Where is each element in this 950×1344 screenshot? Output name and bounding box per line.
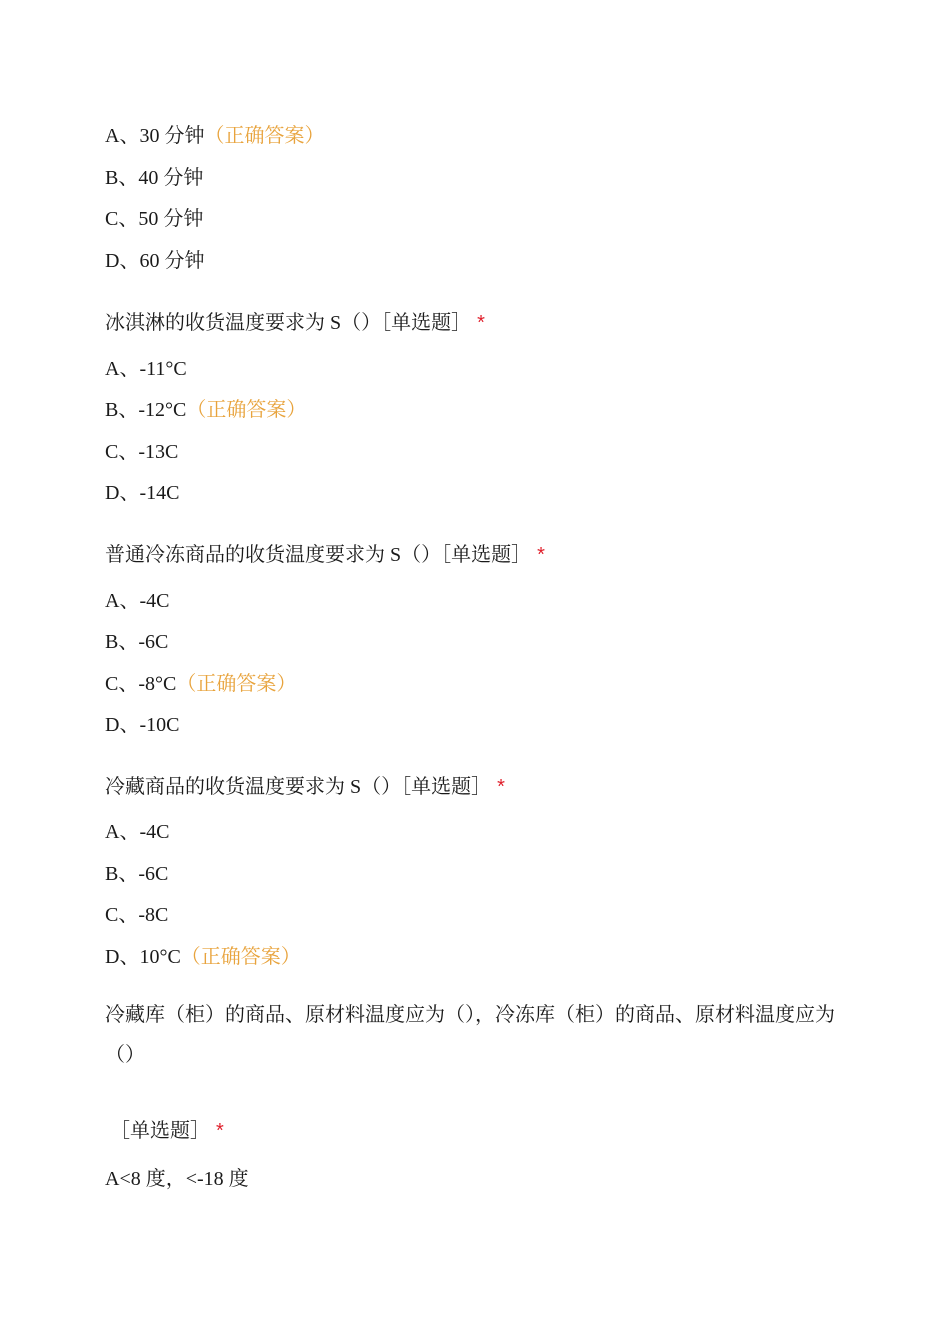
required-marker: *: [477, 312, 485, 334]
q3-question: [105, 542, 545, 568]
option-text: B、40 分钟: [105, 167, 204, 189]
question-text: 冷藏库（柜）的商品、原材料温度应为（），冷冻库（柜）的商品、原材料温度应为（）: [105, 1004, 835, 1066]
option-text: D、-14C: [105, 482, 180, 504]
option-text: D、10°C: [105, 946, 181, 968]
q2-option-c[interactable]: [105, 439, 178, 465]
option-text: B、-6C: [105, 863, 169, 885]
q4-option-c[interactable]: [105, 902, 168, 928]
option-text: D、60 分钟: [105, 250, 205, 272]
option-text: B、-12°C: [105, 399, 187, 421]
correct-answer-tag: （正确答案）: [176, 673, 297, 695]
required-marker: *: [497, 776, 505, 798]
option-text: C、50 分钟: [105, 208, 204, 230]
q5-option-a[interactable]: [105, 1166, 249, 1192]
q3-option-a[interactable]: [105, 588, 169, 614]
q4-question: [105, 774, 505, 800]
q2-option-b[interactable]: [105, 397, 306, 423]
correct-answer-tag: （正确答案）: [180, 946, 301, 968]
option-text: A、-4C: [105, 821, 170, 843]
q4-option-a[interactable]: [105, 819, 169, 845]
option-text: B、-6C: [105, 631, 169, 653]
required-marker: *: [216, 1120, 224, 1142]
question-type: ［单选题］: [110, 1120, 210, 1142]
q1-option-a[interactable]: [105, 123, 324, 149]
correct-answer-tag: （正确答案）: [186, 399, 307, 421]
option-text: A、30 分钟: [105, 125, 205, 147]
q3-option-b[interactable]: [105, 629, 168, 655]
q5-type-label: [110, 1118, 224, 1144]
question-text: 冷藏商品的收货温度要求为 S（）［单选题］: [105, 776, 492, 798]
q2-option-d[interactable]: [105, 480, 179, 506]
option-text: A、-11°C: [105, 358, 187, 380]
option-text: C、-8°C: [105, 673, 177, 695]
option-text: C、-13C: [105, 441, 179, 463]
q2-question: [105, 310, 485, 336]
option-text: A<8 度，<-18 度: [105, 1168, 249, 1190]
required-marker: *: [537, 544, 545, 566]
q1-option-c[interactable]: [105, 206, 203, 232]
q2-option-a[interactable]: [105, 356, 187, 382]
q4-option-b[interactable]: [105, 861, 168, 887]
correct-answer-tag: （正确答案）: [204, 125, 325, 147]
q3-option-c[interactable]: [105, 671, 296, 697]
q3-option-d[interactable]: [105, 712, 179, 738]
q1-option-d[interactable]: [105, 248, 204, 274]
question-text: 冰淇淋的收货温度要求为 S（）［单选题］: [105, 312, 472, 334]
q1-option-b[interactable]: [105, 165, 203, 191]
option-text: C、-8C: [105, 904, 169, 926]
option-text: A、-4C: [105, 590, 170, 612]
option-text: D、-10C: [105, 714, 180, 736]
q4-option-d[interactable]: [105, 944, 301, 970]
question-text: 普通冷冻商品的收货温度要求为 S（）［单选题］: [105, 544, 532, 566]
q5-question: [105, 995, 845, 1075]
